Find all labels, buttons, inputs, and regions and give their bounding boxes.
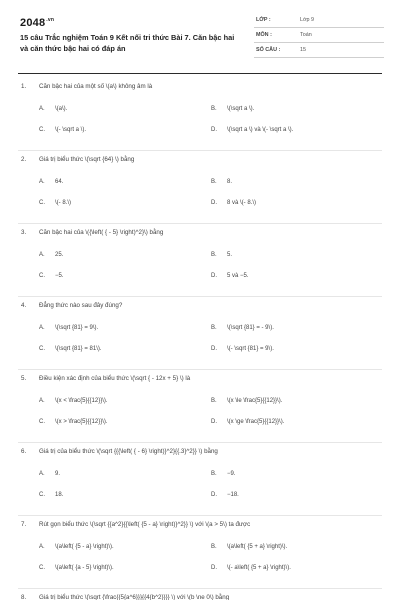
meta-value: Toán — [300, 32, 312, 38]
question-divider — [18, 588, 382, 589]
answer-option[interactable] — [39, 471, 60, 477]
option-key: D. — [211, 127, 217, 133]
answer-option[interactable] — [39, 252, 63, 258]
question-divider — [18, 442, 382, 443]
document-header — [18, 12, 382, 68]
option-key: C. — [39, 127, 45, 133]
document-title: 15 câu Trắc nghiệm Toán 9 Kết nối tri thức Bài 7. Căn bậc hai và căn thức bậc hai có đáp án — [20, 33, 235, 53]
document-meta — [254, 16, 384, 61]
option-text: 25. — [55, 252, 64, 258]
answer-option[interactable] — [211, 200, 256, 206]
option-text: \(- \sqrt {81} = 9\). — [227, 346, 274, 352]
meta-label: SỐ CÂU : — [256, 47, 281, 53]
answer-option[interactable] — [39, 179, 63, 185]
answer-option[interactable] — [39, 325, 98, 331]
question-item — [18, 518, 382, 591]
answer-option[interactable] — [39, 419, 108, 425]
question-text: Giá trị biểu thức \(\sqrt {64} \) bằng — [39, 156, 135, 163]
answer-option[interactable] — [211, 419, 284, 425]
answer-option[interactable] — [211, 127, 293, 133]
question-text: Đẳng thức nào sau đây đúng? — [39, 302, 123, 309]
question-text: Rút gọn biểu thức \(\sqrt {{a^2}{{\left( {5 - a} \right)}^2}} \) với \(a > 5\) ta được — [39, 521, 251, 528]
option-key: A. — [39, 179, 45, 185]
option-key: C. — [39, 492, 45, 498]
question-item — [18, 591, 382, 600]
option-key: D. — [211, 200, 217, 206]
option-text: \(x \le \frac{5}{{12}}\). — [227, 398, 283, 404]
answer-option[interactable] — [211, 252, 232, 258]
option-key: C. — [39, 565, 45, 571]
option-key: B. — [211, 544, 217, 550]
option-text: \(x < \frac{5}{{12}}\). — [55, 398, 108, 404]
question-text: Giá trị biểu thức \(\sqrt {\frac{{5{a^6}}}{{4{b^2}}}} \) với \(b \ne 0\) bằng — [39, 594, 230, 600]
option-text: 5. — [227, 252, 233, 258]
option-text: \(a\left( {5 + a} \right)\). — [227, 544, 288, 550]
option-text: \(\sqrt {81} = 9\). — [55, 325, 99, 331]
meta-row-count — [254, 46, 384, 58]
question-list — [18, 80, 382, 600]
answer-option[interactable] — [39, 273, 64, 279]
option-key: A. — [39, 325, 45, 331]
option-text: \(a\left( {a - 5} \right)\). — [55, 565, 114, 571]
option-text: −18. — [227, 492, 239, 498]
option-key: A. — [39, 398, 45, 404]
answer-option[interactable] — [211, 565, 291, 571]
answer-option[interactable] — [39, 492, 63, 498]
question-divider — [18, 223, 382, 224]
question-number: 8. — [21, 594, 27, 600]
answer-option[interactable] — [211, 179, 232, 185]
question-text: Điều kiện xác định của biểu thức \(\sqrt { - 12x + 5} \) là — [39, 375, 191, 382]
logo-suffix: .vn — [46, 17, 55, 23]
meta-value: 15 — [300, 47, 306, 53]
question-number: 2. — [21, 156, 27, 163]
question-item — [18, 445, 382, 518]
answer-option[interactable] — [39, 127, 86, 133]
question-item — [18, 153, 382, 226]
option-key: B. — [211, 252, 217, 258]
option-key: B. — [211, 179, 217, 185]
site-logo[interactable] — [20, 17, 54, 29]
option-text: 9. — [55, 471, 61, 477]
option-key: A. — [39, 106, 45, 112]
answer-option[interactable] — [211, 544, 287, 550]
answer-option[interactable] — [211, 273, 249, 279]
answer-option[interactable] — [39, 565, 114, 571]
answer-option[interactable] — [39, 544, 114, 550]
question-number: 1. — [21, 83, 27, 90]
question-text: Căn bậc hai của một số \(a\) không âm là — [39, 83, 153, 90]
answer-option[interactable] — [211, 471, 236, 477]
option-text: \(x > \frac{5}{{12}}\). — [55, 419, 108, 425]
question-text: Căn bậc hai của \({\left( { - 5} \right)^2}\) bằng — [39, 229, 164, 236]
logo-text[interactable]: 2048 — [20, 17, 46, 29]
option-key: D. — [211, 419, 217, 425]
question-number: 6. — [21, 448, 27, 455]
option-key: B. — [211, 471, 217, 477]
question-text: Giá trị của biểu thức \(\sqrt {{{\left( { - 6} \right)}^2}{{.3}^2}} \) bằng — [39, 448, 218, 455]
meta-row-subject — [254, 31, 384, 43]
question-item — [18, 80, 382, 153]
question-divider — [18, 369, 382, 370]
option-key: C. — [39, 200, 45, 206]
meta-label: LỚP : — [256, 17, 271, 23]
option-text: \(\sqrt {81} = - 9\). — [227, 325, 274, 331]
option-text: \(- 8.\) — [55, 200, 71, 206]
option-text: \(- a\left( {5 + a} \right)\). — [227, 565, 291, 571]
question-number: 4. — [21, 302, 27, 309]
answer-option[interactable] — [211, 106, 254, 112]
option-key: A. — [39, 252, 45, 258]
meta-label: MÔN : — [256, 32, 272, 38]
answer-option[interactable] — [39, 346, 102, 352]
question-number: 5. — [21, 375, 27, 382]
option-key: D. — [211, 346, 217, 352]
option-text: \(\sqrt a \) và \(- \sqrt a \). — [227, 127, 294, 133]
answer-option[interactable] — [39, 200, 71, 206]
option-key: B. — [211, 106, 217, 112]
option-text: \(x \ge \frac{5}{{12}}\). — [227, 419, 285, 425]
option-text: −9. — [227, 471, 236, 477]
option-key: C. — [39, 419, 45, 425]
option-text: 5 và −5. — [227, 273, 249, 279]
answer-option[interactable] — [211, 325, 274, 331]
option-text: −5. — [55, 273, 64, 279]
option-key: D. — [211, 273, 217, 279]
option-key: C. — [39, 346, 45, 352]
option-key: D. — [211, 492, 217, 498]
meta-value: Lớp 9 — [300, 17, 315, 23]
answer-option[interactable] — [211, 492, 239, 498]
option-key: C. — [39, 273, 45, 279]
option-text: \(\sqrt a \). — [227, 106, 255, 112]
answer-option[interactable] — [39, 398, 108, 404]
question-divider — [18, 515, 382, 516]
answer-option[interactable] — [211, 346, 274, 352]
question-item — [18, 372, 382, 445]
question-divider — [18, 296, 382, 297]
question-item — [18, 299, 382, 372]
question-item — [18, 226, 382, 299]
option-key: D. — [211, 565, 217, 571]
option-text: 8. — [227, 179, 233, 185]
answer-option[interactable] — [39, 106, 67, 112]
option-text: \(a\left( {5 - a} \right)\). — [55, 544, 114, 550]
option-text: \(\sqrt {81} = 81\). — [55, 346, 102, 352]
option-text: 64. — [55, 179, 64, 185]
option-key: B. — [211, 398, 217, 404]
option-text: 8 và \(- 8.\) — [227, 200, 257, 206]
option-key: B. — [211, 325, 217, 331]
option-text: 18. — [55, 492, 64, 498]
option-key: A. — [39, 471, 45, 477]
answer-option[interactable] — [211, 398, 282, 404]
option-text: \(a\). — [55, 106, 68, 112]
meta-row-class — [254, 16, 384, 28]
option-key: A. — [39, 544, 45, 550]
header-divider — [18, 73, 382, 74]
option-text: \(- \sqrt a \). — [55, 127, 87, 133]
question-number: 3. — [21, 229, 27, 236]
question-divider — [18, 150, 382, 151]
question-number: 7. — [21, 521, 27, 528]
